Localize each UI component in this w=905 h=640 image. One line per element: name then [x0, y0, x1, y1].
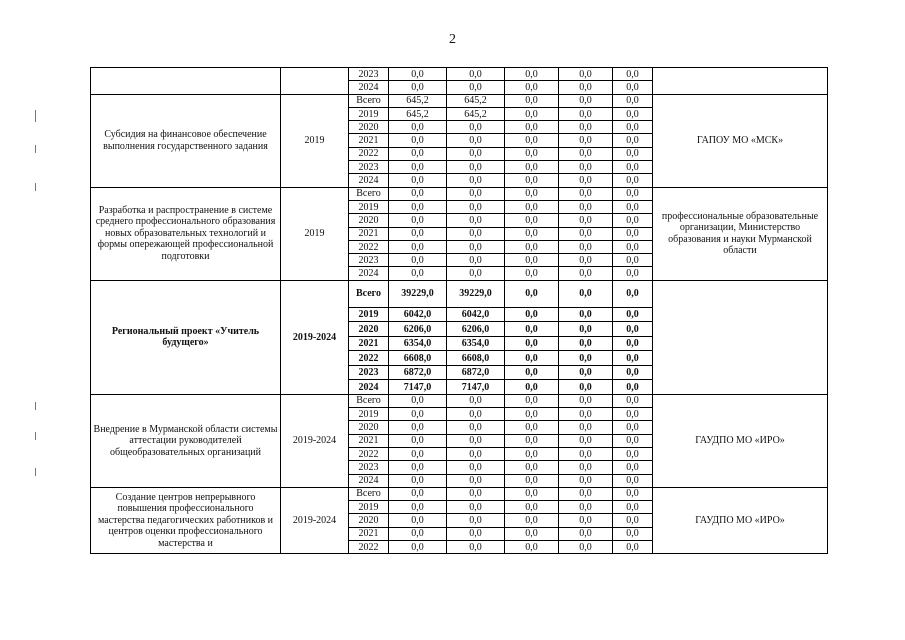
- implementation-period: 2019-2024: [281, 280, 349, 394]
- amount-cell: 0,0: [447, 501, 505, 514]
- amount-cell: 0,0: [389, 81, 447, 94]
- year-cell: 2020: [349, 322, 389, 337]
- table-section: [91, 187, 828, 280]
- amount-cell: 0,0: [447, 394, 505, 407]
- executor: ГАУДПО МО «ИРО»: [653, 394, 828, 487]
- year-cell: Всего: [349, 280, 389, 307]
- amount-cell: 0,0: [389, 434, 447, 447]
- amount-cell: 0,0: [559, 280, 613, 307]
- amount-cell: 0,0: [505, 227, 559, 240]
- amount-cell: 6872,0: [447, 365, 505, 380]
- amount-cell: 0,0: [613, 134, 653, 147]
- amount-cell: 0,0: [613, 394, 653, 407]
- table-row: [91, 187, 828, 200]
- amount-cell: 0,0: [505, 487, 559, 500]
- implementation-period: 2019: [281, 187, 349, 280]
- amount-cell: 0,0: [613, 280, 653, 307]
- year-cell: Всего: [349, 94, 389, 107]
- amount-cell: 0,0: [389, 541, 447, 554]
- amount-cell: 0,0: [447, 408, 505, 421]
- year-cell: 2022: [349, 447, 389, 460]
- amount-cell: 0,0: [613, 527, 653, 540]
- year-cell: 2024: [349, 380, 389, 395]
- amount-cell: 0,0: [505, 107, 559, 120]
- amount-cell: 0,0: [447, 267, 505, 280]
- year-cell: 2021: [349, 434, 389, 447]
- amount-cell: 0,0: [613, 240, 653, 253]
- year-cell: 2024: [349, 174, 389, 187]
- amount-cell: 0,0: [389, 527, 447, 540]
- table-row: [91, 68, 828, 81]
- amount-cell: 0,0: [389, 487, 447, 500]
- amount-cell: 0,0: [559, 267, 613, 280]
- executor: [653, 68, 828, 95]
- year-cell: 2023: [349, 254, 389, 267]
- amount-cell: 0,0: [389, 447, 447, 460]
- amount-cell: 0,0: [505, 147, 559, 160]
- amount-cell: 0,0: [505, 527, 559, 540]
- amount-cell: 0,0: [447, 227, 505, 240]
- amount-cell: 0,0: [505, 501, 559, 514]
- year-cell: 2021: [349, 227, 389, 240]
- year-cell: 2020: [349, 514, 389, 527]
- amount-cell: 0,0: [613, 200, 653, 213]
- amount-cell: 0,0: [559, 254, 613, 267]
- amount-cell: 0,0: [613, 174, 653, 187]
- amount-cell: 0,0: [447, 134, 505, 147]
- year-cell: 2023: [349, 365, 389, 380]
- amount-cell: 0,0: [389, 461, 447, 474]
- year-cell: 2024: [349, 474, 389, 487]
- amount-cell: 6042,0: [447, 307, 505, 322]
- amount-cell: 0,0: [505, 94, 559, 107]
- table-section: [91, 280, 828, 394]
- amount-cell: 6354,0: [447, 336, 505, 351]
- amount-cell: 0,0: [505, 200, 559, 213]
- amount-cell: 0,0: [447, 121, 505, 134]
- amount-cell: 0,0: [447, 434, 505, 447]
- amount-cell: 0,0: [559, 94, 613, 107]
- amount-cell: 0,0: [447, 447, 505, 460]
- amount-cell: 0,0: [559, 107, 613, 120]
- amount-cell: 0,0: [447, 147, 505, 160]
- amount-cell: 0,0: [559, 365, 613, 380]
- measure-description: Субсидия на финансовое обеспечение выполнения государственного задания: [91, 94, 281, 187]
- amount-cell: 0,0: [389, 421, 447, 434]
- amount-cell: 0,0: [559, 501, 613, 514]
- executor: ГАПОУ МО «МСК»: [653, 94, 828, 187]
- table-section: [91, 68, 828, 95]
- amount-cell: 0,0: [559, 351, 613, 366]
- amount-cell: 0,0: [613, 447, 653, 460]
- amount-cell: 6206,0: [389, 322, 447, 337]
- amount-cell: 6042,0: [389, 307, 447, 322]
- margin-mark: [35, 468, 36, 476]
- amount-cell: 0,0: [505, 408, 559, 421]
- amount-cell: 645,2: [447, 94, 505, 107]
- amount-cell: 0,0: [505, 240, 559, 253]
- amount-cell: 6206,0: [447, 322, 505, 337]
- amount-cell: 0,0: [389, 200, 447, 213]
- amount-cell: 0,0: [559, 514, 613, 527]
- amount-cell: 0,0: [559, 487, 613, 500]
- table-section: [91, 487, 828, 553]
- amount-cell: 0,0: [613, 187, 653, 200]
- table-row: [91, 394, 828, 407]
- amount-cell: 0,0: [613, 434, 653, 447]
- table-row: [91, 280, 828, 307]
- table-row: [91, 487, 828, 500]
- amount-cell: 0,0: [505, 68, 559, 81]
- amount-cell: 0,0: [447, 200, 505, 213]
- amount-cell: 0,0: [559, 187, 613, 200]
- margin-mark: [35, 183, 36, 191]
- amount-cell: 0,0: [505, 174, 559, 187]
- amount-cell: 0,0: [505, 365, 559, 380]
- amount-cell: 0,0: [447, 214, 505, 227]
- amount-cell: 6872,0: [389, 365, 447, 380]
- amount-cell: 0,0: [505, 394, 559, 407]
- year-cell: Всего: [349, 187, 389, 200]
- amount-cell: 0,0: [389, 214, 447, 227]
- amount-cell: 0,0: [389, 240, 447, 253]
- amount-cell: 0,0: [389, 174, 447, 187]
- amount-cell: 0,0: [559, 541, 613, 554]
- amount-cell: 0,0: [447, 514, 505, 527]
- year-cell: 2021: [349, 134, 389, 147]
- amount-cell: 0,0: [389, 514, 447, 527]
- amount-cell: 7147,0: [389, 380, 447, 395]
- executor: профессиональные образовательные организации, Министерство образования и науки Мурманской области: [653, 187, 828, 280]
- amount-cell: 0,0: [389, 134, 447, 147]
- amount-cell: 645,2: [389, 107, 447, 120]
- year-cell: Всего: [349, 487, 389, 500]
- amount-cell: 0,0: [613, 147, 653, 160]
- amount-cell: 0,0: [505, 214, 559, 227]
- amount-cell: 0,0: [559, 68, 613, 81]
- implementation-period: 2019: [281, 94, 349, 187]
- amount-cell: 0,0: [505, 121, 559, 134]
- amount-cell: 0,0: [505, 322, 559, 337]
- amount-cell: 0,0: [447, 541, 505, 554]
- page-number: 2: [449, 32, 456, 47]
- amount-cell: 0,0: [389, 394, 447, 407]
- amount-cell: 0,0: [559, 240, 613, 253]
- amount-cell: 0,0: [505, 254, 559, 267]
- year-cell: 2022: [349, 240, 389, 253]
- table-section: [91, 394, 828, 487]
- implementation-period: 2019-2024: [281, 487, 349, 553]
- measure-description: Внедрение в Мурманской области системы аттестации руководителей общеобразовательных организаций: [91, 394, 281, 487]
- amount-cell: 0,0: [505, 541, 559, 554]
- amount-cell: 0,0: [505, 161, 559, 174]
- amount-cell: 0,0: [559, 121, 613, 134]
- measure-description: Региональный проект «Учитель будущего»: [91, 280, 281, 394]
- amount-cell: 645,2: [447, 107, 505, 120]
- table-section: [91, 94, 828, 187]
- amount-cell: 0,0: [613, 322, 653, 337]
- amount-cell: 0,0: [447, 68, 505, 81]
- amount-cell: 0,0: [505, 81, 559, 94]
- amount-cell: 0,0: [389, 121, 447, 134]
- amount-cell: 0,0: [613, 227, 653, 240]
- amount-cell: 0,0: [559, 474, 613, 487]
- amount-cell: 0,0: [613, 474, 653, 487]
- amount-cell: 0,0: [505, 187, 559, 200]
- amount-cell: 0,0: [559, 200, 613, 213]
- amount-cell: 0,0: [389, 161, 447, 174]
- amount-cell: 0,0: [447, 461, 505, 474]
- amount-cell: 0,0: [613, 351, 653, 366]
- year-cell: 2019: [349, 408, 389, 421]
- amount-cell: 0,0: [559, 447, 613, 460]
- amount-cell: 0,0: [613, 365, 653, 380]
- amount-cell: 0,0: [447, 81, 505, 94]
- amount-cell: 0,0: [389, 267, 447, 280]
- amount-cell: 6608,0: [389, 351, 447, 366]
- measure-description: Создание центров непрерывного повышения профессионального мастерства педагогических работников и центров оценки профессионального мастерства и: [91, 487, 281, 553]
- amount-cell: 6608,0: [447, 351, 505, 366]
- amount-cell: 0,0: [505, 421, 559, 434]
- amount-cell: 0,0: [505, 380, 559, 395]
- amount-cell: 0,0: [559, 214, 613, 227]
- amount-cell: 0,0: [389, 408, 447, 421]
- year-cell: 2019: [349, 200, 389, 213]
- amount-cell: 0,0: [613, 94, 653, 107]
- amount-cell: 0,0: [613, 307, 653, 322]
- measure-description: Разработка и распространение в системе среднего профессионального образования новых образовательных технологий и формы опережающей профессиональной подготовки: [91, 187, 281, 280]
- year-cell: 2023: [349, 161, 389, 174]
- amount-cell: 0,0: [613, 254, 653, 267]
- amount-cell: 0,0: [505, 461, 559, 474]
- executor: ГАУДПО МО «ИРО»: [653, 487, 828, 553]
- amount-cell: 0,0: [389, 187, 447, 200]
- amount-cell: 0,0: [613, 214, 653, 227]
- amount-cell: 39229,0: [447, 280, 505, 307]
- amount-cell: 7147,0: [447, 380, 505, 395]
- amount-cell: 6354,0: [389, 336, 447, 351]
- amount-cell: 0,0: [505, 474, 559, 487]
- amount-cell: 0,0: [559, 174, 613, 187]
- amount-cell: 0,0: [559, 81, 613, 94]
- amount-cell: 0,0: [613, 408, 653, 421]
- measure-description: [91, 68, 281, 95]
- year-cell: Всего: [349, 394, 389, 407]
- amount-cell: 0,0: [505, 134, 559, 147]
- year-cell: 2021: [349, 336, 389, 351]
- amount-cell: 0,0: [389, 147, 447, 160]
- amount-cell: 39229,0: [389, 280, 447, 307]
- amount-cell: 0,0: [559, 461, 613, 474]
- amount-cell: 0,0: [613, 380, 653, 395]
- amount-cell: 0,0: [613, 541, 653, 554]
- amount-cell: 0,0: [505, 280, 559, 307]
- year-cell: 2019: [349, 307, 389, 322]
- amount-cell: 0,0: [505, 351, 559, 366]
- amount-cell: 0,0: [389, 474, 447, 487]
- amount-cell: 0,0: [559, 227, 613, 240]
- margin-mark: [35, 432, 36, 440]
- amount-cell: 0,0: [505, 336, 559, 351]
- margin-mark: [35, 110, 36, 122]
- amount-cell: 645,2: [389, 94, 447, 107]
- amount-cell: 0,0: [559, 134, 613, 147]
- amount-cell: 0,0: [389, 254, 447, 267]
- year-cell: 2020: [349, 121, 389, 134]
- year-cell: 2024: [349, 267, 389, 280]
- amount-cell: 0,0: [505, 307, 559, 322]
- margin-mark: [35, 145, 36, 153]
- amount-cell: 0,0: [613, 267, 653, 280]
- amount-cell: 0,0: [559, 307, 613, 322]
- amount-cell: 0,0: [559, 434, 613, 447]
- amount-cell: 0,0: [613, 514, 653, 527]
- year-cell: 2023: [349, 68, 389, 81]
- year-cell: 2022: [349, 541, 389, 554]
- amount-cell: 0,0: [447, 254, 505, 267]
- amount-cell: 0,0: [613, 161, 653, 174]
- amount-cell: 0,0: [559, 408, 613, 421]
- amount-cell: 0,0: [447, 174, 505, 187]
- amount-cell: 0,0: [505, 434, 559, 447]
- amount-cell: 0,0: [613, 461, 653, 474]
- amount-cell: 0,0: [613, 107, 653, 120]
- amount-cell: 0,0: [613, 421, 653, 434]
- amount-cell: 0,0: [447, 474, 505, 487]
- amount-cell: 0,0: [447, 421, 505, 434]
- table-row: [91, 94, 828, 107]
- amount-cell: 0,0: [613, 336, 653, 351]
- amount-cell: 0,0: [447, 240, 505, 253]
- year-cell: 2021: [349, 527, 389, 540]
- amount-cell: 0,0: [613, 68, 653, 81]
- amount-cell: 0,0: [613, 487, 653, 500]
- implementation-period: [281, 68, 349, 95]
- budget-table: [90, 67, 828, 554]
- amount-cell: 0,0: [505, 447, 559, 460]
- amount-cell: 0,0: [447, 161, 505, 174]
- amount-cell: 0,0: [559, 380, 613, 395]
- amount-cell: 0,0: [505, 267, 559, 280]
- amount-cell: 0,0: [559, 421, 613, 434]
- year-cell: 2019: [349, 501, 389, 514]
- amount-cell: 0,0: [389, 68, 447, 81]
- amount-cell: 0,0: [559, 161, 613, 174]
- amount-cell: 0,0: [505, 514, 559, 527]
- implementation-period: 2019-2024: [281, 394, 349, 487]
- amount-cell: 0,0: [613, 501, 653, 514]
- executor: [653, 280, 828, 394]
- amount-cell: 0,0: [447, 187, 505, 200]
- year-cell: 2024: [349, 81, 389, 94]
- year-cell: 2023: [349, 461, 389, 474]
- amount-cell: 0,0: [389, 227, 447, 240]
- year-cell: 2022: [349, 147, 389, 160]
- year-cell: 2022: [349, 351, 389, 366]
- margin-mark: [35, 402, 36, 410]
- amount-cell: 0,0: [447, 487, 505, 500]
- year-cell: 2019: [349, 107, 389, 120]
- year-cell: 2020: [349, 214, 389, 227]
- amount-cell: 0,0: [613, 121, 653, 134]
- amount-cell: 0,0: [389, 501, 447, 514]
- amount-cell: 0,0: [447, 527, 505, 540]
- amount-cell: 0,0: [559, 336, 613, 351]
- amount-cell: 0,0: [559, 527, 613, 540]
- amount-cell: 0,0: [559, 394, 613, 407]
- amount-cell: 0,0: [559, 147, 613, 160]
- amount-cell: 0,0: [613, 81, 653, 94]
- year-cell: 2020: [349, 421, 389, 434]
- amount-cell: 0,0: [559, 322, 613, 337]
